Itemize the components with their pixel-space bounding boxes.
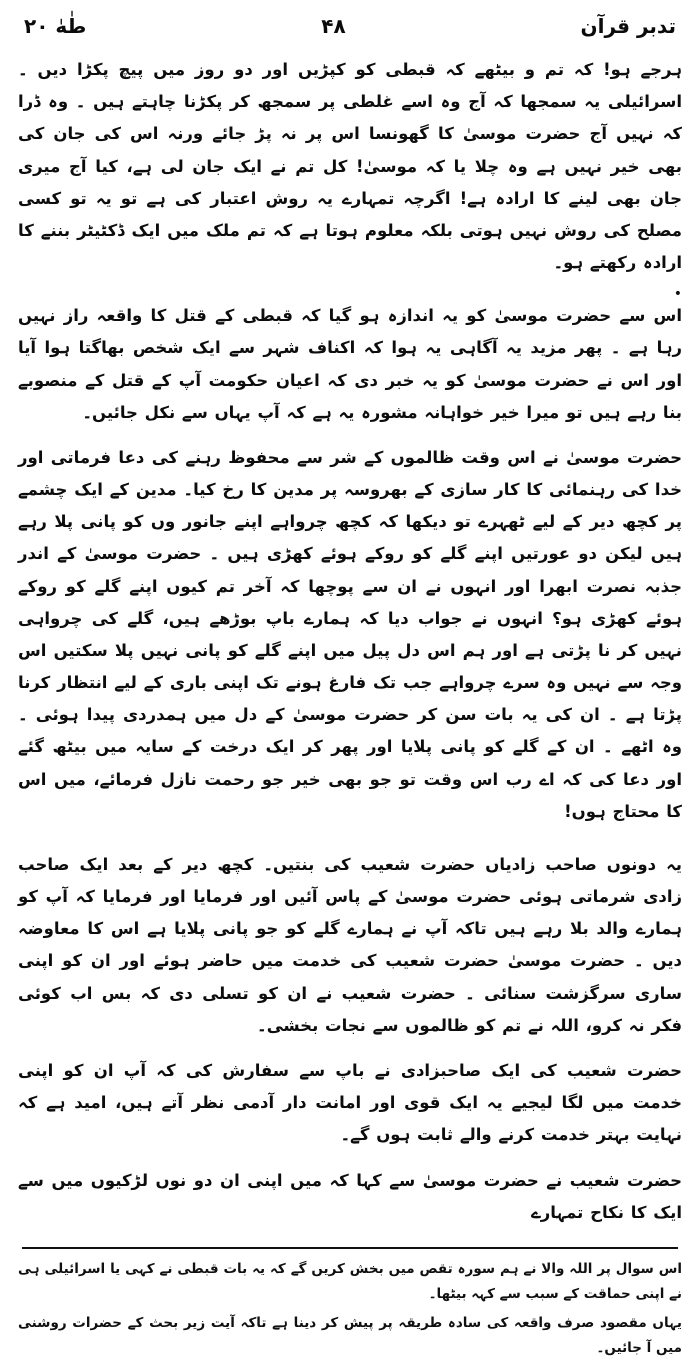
body-text-column	[18, 54, 682, 1229]
paragraph: حضرت شعیب نے حضرت موسیٰ سے کہا کہ میں اپنی ان دو نوں لڑکیوں میں سے ایک کا نکاح تمہارے	[18, 1170, 682, 1222]
paragraph: حضرت شعیب کی ایک صاحبزادی نے باپ سے سفارش کی کہ آپ ان کو اپنی خدمت میں لگا لیجیے یہ ایک قوی اور امانت دار آدمی نظر آتے ہیں، امید ہے کہ نہایت بہتر خدمت کرنے والے ثابت ہوں گے۔	[18, 1060, 682, 1145]
page-header	[18, 14, 682, 48]
paragraph: یہ دونوں صاحب زادیاں حضرت شعیب کی بنتیں۔ کچھ دیر کے بعد ایک صاحب زادی شرماتی ہوئی حضرت موسیٰ کے پاس آئیں اور فرمایا اور فرمایا کہ آپ کو ہمارے والد بلا رہے ہیں تاکہ آپ نے ہمارے گلے کو جو پانی پلایا ہے اس کا معاوضہ دیں ۔ حضرت موسیٰ حضرت شعیب کی خدمت میں حاضر ہوئے اور ان کو اپنی ساری سرگزشت سنائی ۔ حضرت شعیب نے ان کو تسلی دی کہ بس اب کوئی فکر نہ کرو، اللہ نے تم کو ظالموں سے نجات بخشی۔	[18, 854, 682, 1035]
surah-label: طٰهٰ ۲۰	[24, 14, 87, 38]
page-number: ۴۸	[321, 14, 346, 38]
header-right-group	[581, 14, 676, 38]
paragraph-gap	[18, 841, 682, 849]
footnote: یہاں مقصود صرف واقعہ کی سادہ طریقہ پر پیش کر دینا ہے تاکہ آیت زیر بحث کے حضرات روشنی میں آ جائیں۔	[18, 1314, 682, 1356]
book-title: تدبر قرآن	[580, 14, 676, 38]
paragraph: ہرجے ہو! کہ تم و بیٹھے کہ قبطی کو کپڑیں اور دو روز میں پیچ پکڑا دیں ۔ اسرائیلی یہ سمجھا کہ آج وہ اسے غلطی پر سمجھ کر پکڑنا چاہتے ہیں ۔ وہ ڈرا کہ نہیں آج حضرت موسیٰ کا گھونسا اس پر نہ پڑ جائے ورنہ اس کی جان کی بھی خیر نہیں ہے وہ چلا یا کہ موسیٰ! کل تم نے ایک جان لی ہے، کیا آج میری جان بھی لینے کا ارادہ ہے! اگرچہ تمہارے یہ روش اعتبار کی ہے تو یہ تو کسی مصلح کی روش نہیں ہوتی بلکہ معلوم ہوتا ہے کہ تم ملک میں ایک ڈکٹیٹر بننے کا ارادہ رکھتے ہو۔	[18, 60, 682, 273]
paragraph: اس سے حضرت موسیٰ کو یہ اندازہ ہو گیا کہ قبطی کے قتل کا واقعہ راز نہیں رہا ہے ۔ پھر مزید یہ آگاہی یہ ہوا کہ اکناف شہر سے ایک شخص بھاگتا ہوا آیا اور اس نے حضرت موسیٰ کو یہ خبر دی کہ اعیان حکومت آپ کے قتل کے منصوبے بنا رہے ہیں تو میرا خیر خواہانہ مشورہ یہ ہے کہ آپ یہاں سے نکل جائیں۔	[18, 306, 682, 422]
footnote: اس سوال پر اللہ والا نے ہم سورہ تقص میں بخش کریں گے کہ یہ بات قبطی نے کہی یا اسرائیلی ہی نے اپنی حماقت کے سبب سے کہہ بیٹھا۔	[18, 1260, 682, 1302]
footnotes-section	[18, 1257, 682, 1361]
paragraph: حضرت موسیٰ نے اس وقت ظالموں کے شر سے محفوظ رہنے کی دعا فرماتی اور خدا کی رہنمائی کا کار سازی کے بھروسہ پر مدین کا رخ کیا۔ مدین کے ایک چشمے پر کچھ دیر کے لیے ٹھہرے تو دیکھا کہ کچھ چرواہے اپنے جانور وں کو پانی پلا رہے ہیں لیکن دو عورتیں اپنے گلے کو روکے ہوئے کھڑی ہیں ۔ حضرت موسیٰ کے اندر جذبہ نصرت ابھرا اور انہوں نے ان سے پوچھا کہ آخر تم کیوں اپنے گلے کو روکے ہوئے کھڑی ہو؟ انہوں نے جواب دیا کہ ہمارے باپ بوڑھے ہیں، گلے کی چرواہی نہیں کر نا پڑتی ہے اور ہم اس دل پیل میں اپنے گلے کو پانی نہیں پلا سکتیں اس وجہ سے نہیں وہ سرے چرواہے جب تک فارغ ہونے تک اپنی باری کے لیے انتظار کرنا پڑتا ہے ۔ ان کی یہ بات سن کر حضرت موسیٰ کے دل میں ہمدردی پیدا ہوئی ۔ وہ اٹھے ۔ ان کے گلے کو پانی پلایا اور پھر کر ایک درخت کے سایہ میں بیٹھ گئے اور دعا کی کہ اے رب اس وقت تو جو بھی خیر جو رحمت نازل فرمائے، میں اس کا محتاج ہوں!	[18, 447, 682, 821]
footnote-divider	[22, 1247, 678, 1249]
paragraph-separator-dot: •	[673, 286, 682, 303]
